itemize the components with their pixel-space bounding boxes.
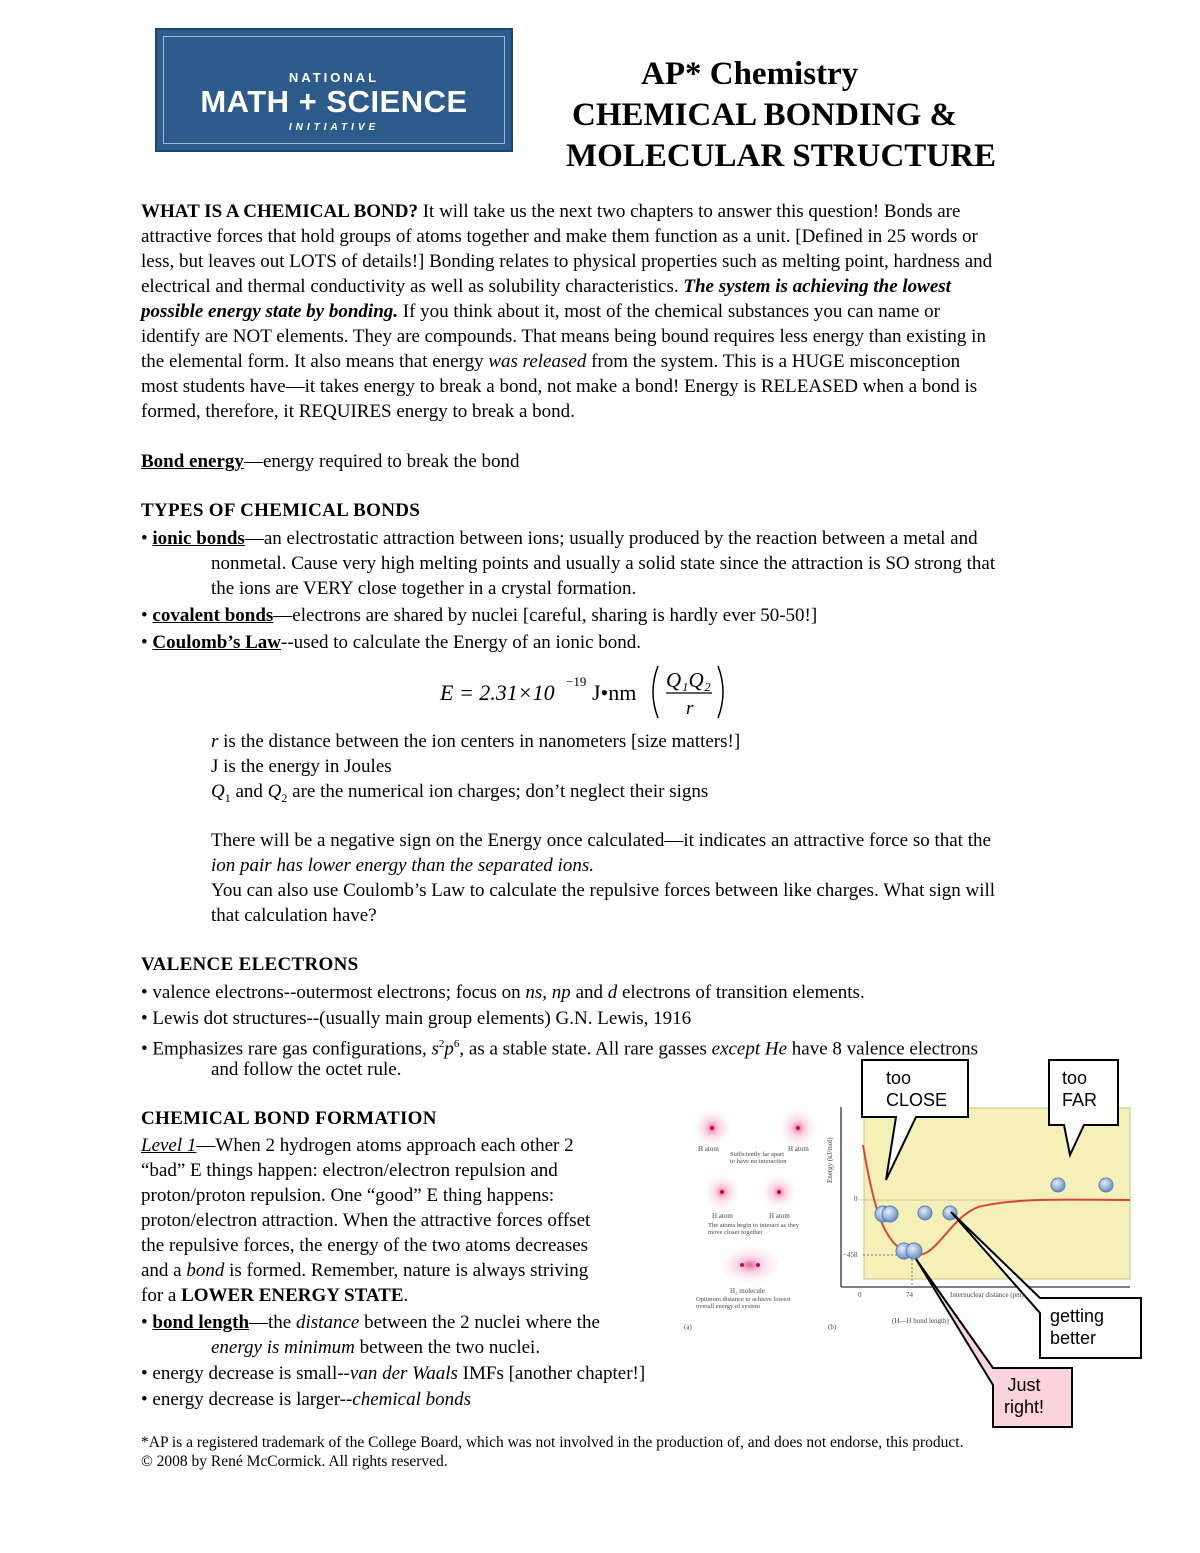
panel-a-note-1: Sufficiently far apart to have no interaction	[730, 1151, 787, 1165]
math-science-logo	[155, 28, 513, 152]
callout-text: too	[1062, 1068, 1088, 1088]
q2-subscript: 2	[281, 790, 288, 805]
intro-line: most students have—it takes energy to break a bond, not make a bond! Energy is RELEASED when a bond is	[141, 376, 978, 397]
h-atom-label: H atom	[698, 1145, 719, 1153]
negative-sign-emphasis: ion pair has lower energy than the separated ions.	[211, 855, 594, 876]
intro-line: attractive forces that hold groups of atoms together and make them function as a unit. [Defined in 25 words or	[141, 226, 978, 247]
bond-energy-def: —energy required to break the bond	[243, 451, 520, 472]
vdw-italic: van der Waals	[349, 1363, 458, 1384]
rare-gas-text: have 8 valence electrons	[787, 1038, 979, 1060]
callout-text: too	[886, 1068, 912, 1088]
formation-bold: LOWER ENERGY STATE	[181, 1285, 404, 1306]
equation-denominator: r	[686, 698, 694, 719]
r-variable: r	[211, 731, 219, 752]
cb-italic: chemical bonds	[352, 1389, 472, 1410]
bullet: •	[141, 982, 148, 1003]
j-definition: J is the energy in Joules	[211, 756, 392, 777]
config-s-sup: 2	[438, 1038, 445, 1050]
bond-length-text: between the 2 nuclei where the	[359, 1312, 600, 1333]
panel-a-label: (a)	[684, 1323, 692, 1331]
ionic-bonds-item	[141, 526, 978, 551]
repulsive-note-line: that calculation have?	[211, 905, 377, 926]
h-atom-label: H atom	[788, 1145, 809, 1153]
q-text: are the numerical ion charges; don’t neglect their signs	[287, 781, 709, 802]
chemical-bonds-item	[141, 1387, 471, 1412]
vdw-text: energy decrease is small--	[152, 1363, 350, 1384]
equation-lhs: E = 2.31×10	[440, 680, 555, 705]
coulomb-equation	[440, 662, 740, 722]
intro-line: less, but leaves out LOTS of details!] Bonding relates to physical properties such as melting point, hardness and	[141, 251, 993, 272]
valence-text: electrons of transition elements.	[617, 982, 865, 1003]
callout-just-right-text	[1004, 1374, 1044, 1418]
rare-gas-italic: except He	[711, 1038, 788, 1060]
intro-line: It will take us the next two chapters to answer this question! Bonds are	[417, 201, 961, 222]
q1-variable: Q	[211, 781, 225, 802]
formation-line: is formed. Remember, nature is always striving	[224, 1260, 589, 1281]
callout-text: better	[1050, 1328, 1097, 1348]
callout-too-far-text	[1062, 1067, 1097, 1111]
formation-line: for a	[141, 1285, 182, 1306]
callout-getting-better-text	[1050, 1305, 1104, 1349]
valence-text: and	[570, 982, 608, 1003]
panel-a-near-atoms	[704, 1174, 797, 1210]
intro-line: formed, therefore, it REQUIRES energy to break a bond.	[141, 401, 575, 422]
formation-line: .	[403, 1285, 409, 1306]
logo-line-national: NATIONAL	[288, 70, 380, 85]
bond-length-text	[211, 1335, 540, 1360]
valence-italic: ns, np	[525, 982, 571, 1003]
y-axis-label: Energy (kJ/mol)	[826, 1137, 834, 1183]
bond-length-item	[141, 1310, 600, 1335]
bond-length-text: —the	[249, 1312, 296, 1333]
negative-sign-note	[211, 828, 995, 928]
callout-text: CLOSE	[886, 1090, 948, 1110]
config-s: s	[431, 1038, 439, 1060]
cb-text: energy decrease is larger--	[152, 1389, 353, 1410]
q2-variable: Q	[267, 781, 282, 802]
callout-too-close-text	[886, 1067, 947, 1111]
intro-line: from the system. This is a HUGE misconception	[586, 351, 961, 372]
bond-energy-definition	[141, 449, 520, 474]
covalent-bonds-term: covalent bonds	[152, 605, 274, 626]
formation-line: proton/electron attraction. When the attractive forces offset	[141, 1210, 591, 1231]
ionic-bonds-term: ionic bonds	[152, 528, 245, 549]
bond-length-italic: distance	[296, 1312, 360, 1333]
intro-emphasis: The system is achieving the lowest	[683, 276, 951, 297]
bond-energy-figure-svg	[678, 1055, 1148, 1430]
ionic-bonds-text: —an electrostatic attraction between ions; usually produced by the reaction between a metal and	[244, 528, 978, 549]
logo-line-math-science: MATH + SCIENCE	[200, 84, 468, 119]
valence-italic: d	[607, 982, 618, 1003]
q-definition	[211, 779, 708, 811]
intro-line: the elemental form. It also means that energy	[141, 351, 489, 372]
lewis-dot-text: Lewis dot structures--(usually main group elements) G.N. Lewis, 1916	[152, 1008, 692, 1029]
bullet: •	[141, 632, 148, 653]
bond-length-axis-label: (H—H bond length)	[892, 1317, 949, 1325]
formation-line: —When 2 hydrogen atoms approach each other 2	[196, 1135, 574, 1156]
formation-paragraph	[141, 1133, 590, 1308]
formation-line: the repulsive forces, the energy of the two atoms decreases	[141, 1235, 589, 1256]
van-der-waals-item	[141, 1361, 645, 1386]
panel-a-note-3: Optimum distance to achieve lowest overall energy of system	[696, 1296, 791, 1310]
bullet: •	[141, 1389, 148, 1410]
types-heading: TYPES OF CHEMICAL BONDS	[141, 500, 421, 521]
bond-energy-figure	[678, 1055, 1148, 1430]
intro-heading: WHAT IS A CHEMICAL BOND?	[141, 201, 418, 222]
intro-line: identify are NOT elements. They are compounds. That means being bound requires less energy than existing in	[141, 326, 986, 347]
coulomb-law-item	[141, 630, 641, 655]
equation-numerator: Q₁Q₂	[666, 668, 711, 692]
intro-italic: was released	[488, 351, 587, 372]
y-tick-min: −458	[843, 1251, 858, 1259]
formation-heading: CHEMICAL BOND FORMATION	[141, 1108, 437, 1129]
panel-b-label: (b)	[828, 1323, 837, 1331]
bullet: •	[141, 1038, 148, 1060]
callout-text: Just	[1007, 1375, 1041, 1395]
bullet: •	[141, 605, 148, 626]
curve-molecule-near	[875, 1206, 898, 1222]
formation-line: and a	[141, 1260, 187, 1281]
h-atom-label: H atom	[769, 1212, 790, 1220]
coulomb-law-text: --used to calculate the Energy of an ionic bond.	[281, 632, 642, 653]
intro-emphasis: possible energy state by bonding.	[141, 301, 399, 322]
covalent-bonds-text: —electrons are shared by nuclei [careful, sharing is hardly ever 50-50!]	[273, 605, 818, 626]
negative-sign-line: There will be a negative sign on the Energy once calculated—it indicates an attractive force so that the	[211, 830, 991, 851]
bond-length-term: bond length	[152, 1312, 250, 1333]
x-tick-zero: 0	[858, 1291, 862, 1299]
title-line-3: MOLECULAR STRUCTURE	[566, 138, 996, 174]
vdw-text: IMFs [another chapter!]	[457, 1363, 646, 1384]
curve-molecule-min	[896, 1243, 922, 1259]
callout-text: FAR	[1062, 1090, 1098, 1110]
config-p-sup: 6	[453, 1038, 460, 1050]
title-line-2: CHEMICAL BONDING &	[572, 97, 958, 133]
valence-text: valence electrons--outermost electrons; focus on	[152, 982, 526, 1003]
q-and: and	[230, 781, 268, 802]
bullet: •	[141, 1363, 148, 1384]
equation-units: J•nm	[592, 680, 637, 705]
formation-line: “bad” E things happen: electron/electron repulsion and	[141, 1160, 558, 1181]
rare-gas-text: , as a stable state. All rare gasses	[459, 1038, 712, 1060]
panel-a-molecule	[718, 1245, 782, 1285]
bond-energy-term: Bond energy	[141, 451, 244, 472]
h2-molecule-label: H₂ molecule	[730, 1287, 765, 1295]
equation-exponent: −19	[566, 674, 587, 689]
intro-paragraph	[141, 199, 992, 424]
covalent-bonds-item	[141, 603, 817, 628]
footer-copyright: © 2008 by René McCormick. All rights reserved.	[141, 1453, 448, 1470]
intro-line: If you think about it, most of the chemical substances you can name or	[398, 301, 940, 322]
level-1-label: Level 1	[141, 1135, 197, 1156]
repulsive-note-line: You can also use Coulomb’s Law to calculate the repulsive forces between like charges. What sign will	[211, 880, 996, 901]
valence-item	[141, 980, 865, 1005]
coulomb-law-term: Coulomb’s Law	[152, 632, 282, 653]
bullet: •	[141, 1312, 148, 1333]
config-p: p	[444, 1038, 454, 1060]
x-axis-label: Internuclear distance (pm)	[950, 1291, 1024, 1299]
q1-subscript: 1	[224, 790, 231, 805]
intro-line: electrical and thermal conductivity as well as solubility characteristics.	[141, 276, 684, 297]
rare-gas-text: Emphasizes rare gas configurations,	[152, 1038, 432, 1060]
callout-text: getting	[1050, 1306, 1105, 1326]
title-course: AP* Chemistry	[641, 56, 859, 92]
footer-trademark: *AP is a registered trademark of the College Board, which was not involved in the production of, and does not endorse, this product.	[141, 1434, 964, 1451]
ionic-bonds-text: nonmetal. Cause very high melting points and usually a solid state since the attraction is SO strong that	[211, 553, 996, 574]
bond-length-italic: energy is minimum	[211, 1337, 355, 1358]
r-definition	[211, 729, 740, 754]
valence-heading: VALENCE ELECTRONS	[141, 954, 359, 975]
ionic-bonds-text: the ions are VERY close together in a crystal formation.	[211, 578, 637, 599]
panel-a-far-atoms	[692, 1108, 818, 1148]
formation-italic: bond	[186, 1260, 225, 1281]
logo-line-initiative: INITIATIVE	[288, 122, 380, 133]
callout-text: right!	[1004, 1397, 1045, 1417]
bullet: •	[141, 528, 148, 549]
formation-line: proton/proton repulsion. One “good” E thing happens:	[141, 1185, 555, 1206]
panel-a-note-2: The atoms begin to interact as they move closer together	[708, 1222, 799, 1236]
r-text: is the distance between the ion centers in nanometers [size matters!]	[218, 731, 741, 752]
h-atom-label: H atom	[712, 1212, 733, 1220]
y-tick-zero: 0	[854, 1195, 858, 1203]
lewis-dot-item	[141, 1006, 691, 1031]
x-tick-74: 74	[906, 1291, 913, 1299]
octet-rule-text: and follow the octet rule.	[211, 1059, 402, 1080]
bond-length-text: between the two nuclei.	[354, 1337, 541, 1358]
bullet: •	[141, 1008, 148, 1029]
